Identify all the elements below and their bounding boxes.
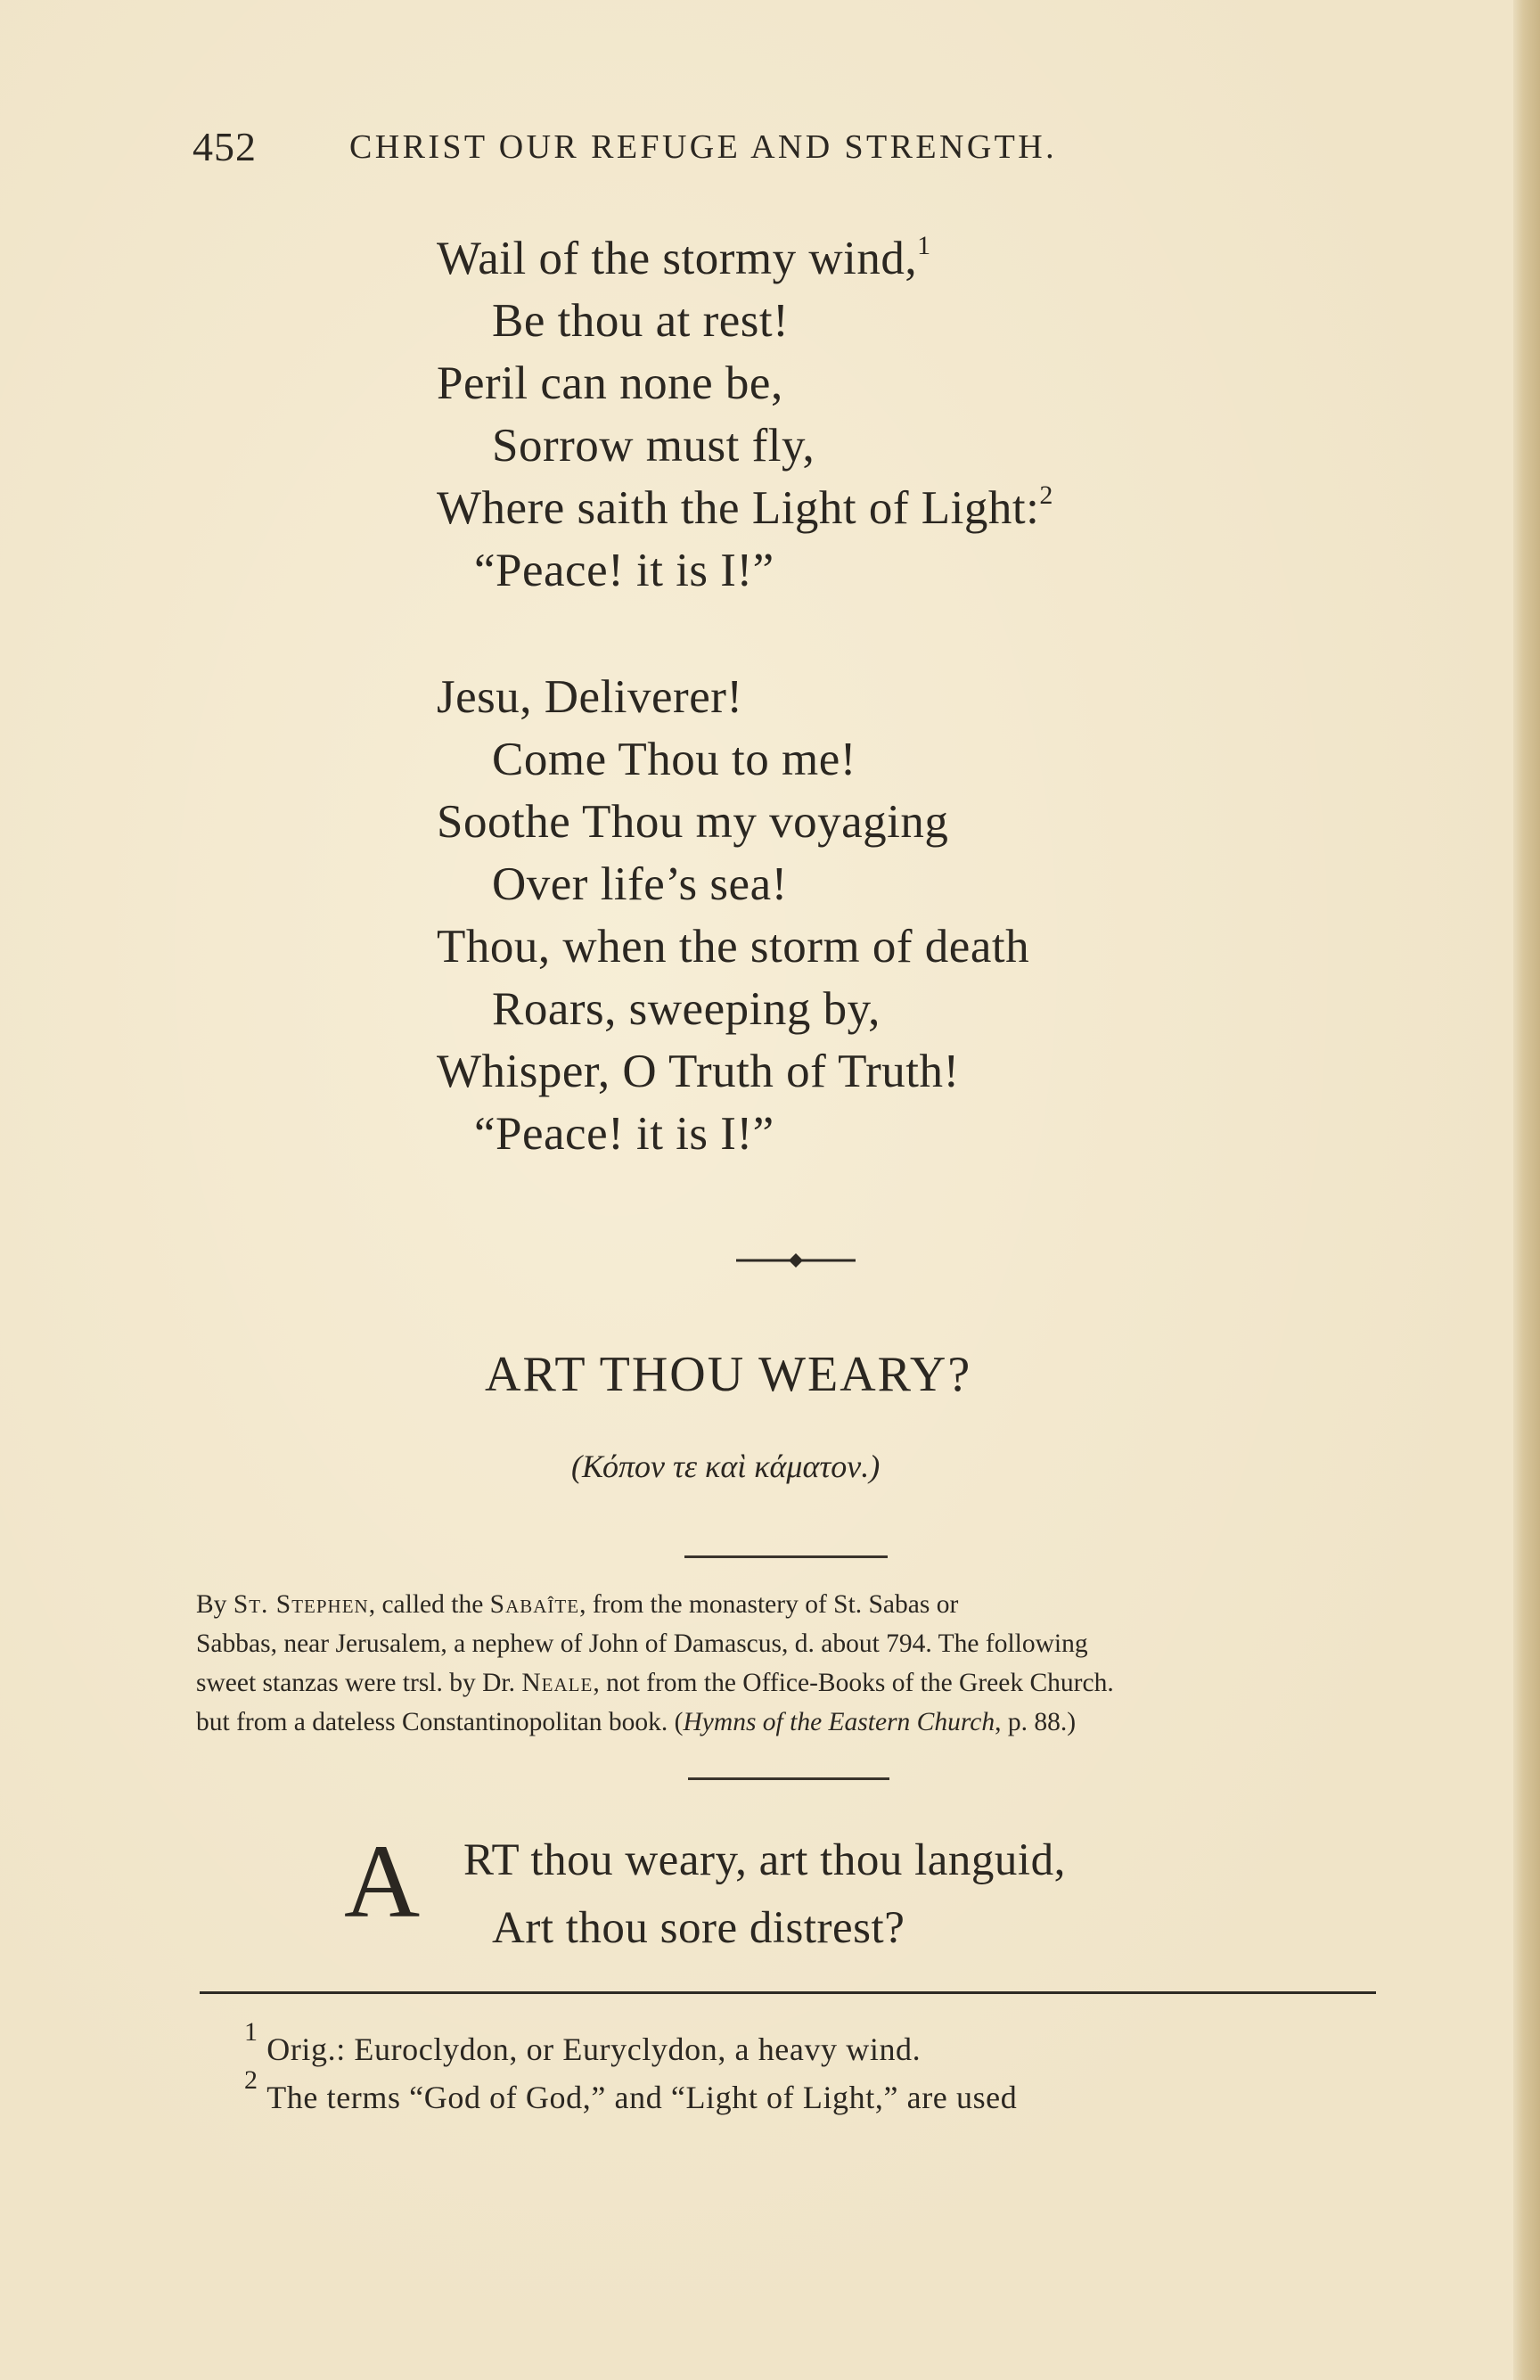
- hymn-line: Art thou sore distrest?: [492, 1903, 905, 1953]
- drop-cap: A: [344, 1823, 421, 1940]
- footnote-ref: 1: [917, 231, 931, 260]
- intro-line: sweet stanzas were trsl. by Dr. Neale, not from the Office-Books of the Greek Church.: [196, 1669, 1114, 1697]
- footnote-mark: 2: [244, 2065, 258, 2095]
- verse-line: Where saith the Light of Light:$^2$: [437, 480, 1053, 534]
- rule-divider: [684, 1555, 888, 1558]
- footnote-rule: [200, 1991, 1376, 1994]
- page-number: 452: [192, 124, 257, 169]
- ornament-divider: [736, 1252, 856, 1269]
- verse-line: Soothe Thou my voyaging: [437, 796, 949, 848]
- page-edge: [1513, 0, 1540, 2380]
- intro-line: By St. Stephen, called the Sabaîte, from the monastery of St. Sabas or: [196, 1590, 959, 1619]
- verse-line: Over life’s sea!: [492, 858, 788, 910]
- verse-line: “Peace! it is I!”: [474, 545, 774, 596]
- verse-line: Peril can none be,: [437, 357, 783, 409]
- intro-line: Sabbas, near Jerusalem, a nephew of John of Damascus, d. about 794. The following: [196, 1629, 1088, 1658]
- intro-note: [196, 1585, 1381, 1742]
- footnote-ref: 2: [1039, 480, 1053, 510]
- verse-line: Wail of the stormy wind,$^1$: [437, 231, 931, 284]
- verse-line: “Peace! it is I!”: [474, 1108, 774, 1160]
- rule-divider: [688, 1777, 889, 1780]
- greek-subtitle: (Κόπον τε καὶ κάματον.): [571, 1449, 881, 1484]
- hymn-title: ART THOU WEARY?: [485, 1347, 972, 1402]
- intro-line: but from a dateless Constantinopolitan book. (Hymns of the Eastern Church, p. 88.): [196, 1708, 1077, 1736]
- running-title: CHRIST OUR REFUGE AND STRENGTH.: [349, 128, 1058, 166]
- footnote-mark: 1: [244, 2017, 258, 2047]
- verse-line: Roars, sweeping by,: [492, 983, 881, 1035]
- verse-line: Come Thou to me!: [492, 734, 856, 785]
- hymn-line: RT thou weary, art thou languid,: [463, 1835, 1066, 1885]
- verse-line: Sorrow must fly,: [492, 420, 815, 472]
- footnote: $^2$ The terms “God of God,” and “Light of Light,” are used: [244, 2065, 1018, 2115]
- verse-line: Thou, when the storm of death: [437, 921, 1030, 973]
- verse-line: Jesu, Deliverer!: [437, 671, 743, 723]
- verse-line: Be thou at rest!: [492, 295, 790, 347]
- footnote: $^1$ Orig.: Euroclydon, or Euryclydon, a heavy wind.: [244, 2017, 922, 2067]
- verse-line: Whisper, O Truth of Truth!: [437, 1046, 960, 1097]
